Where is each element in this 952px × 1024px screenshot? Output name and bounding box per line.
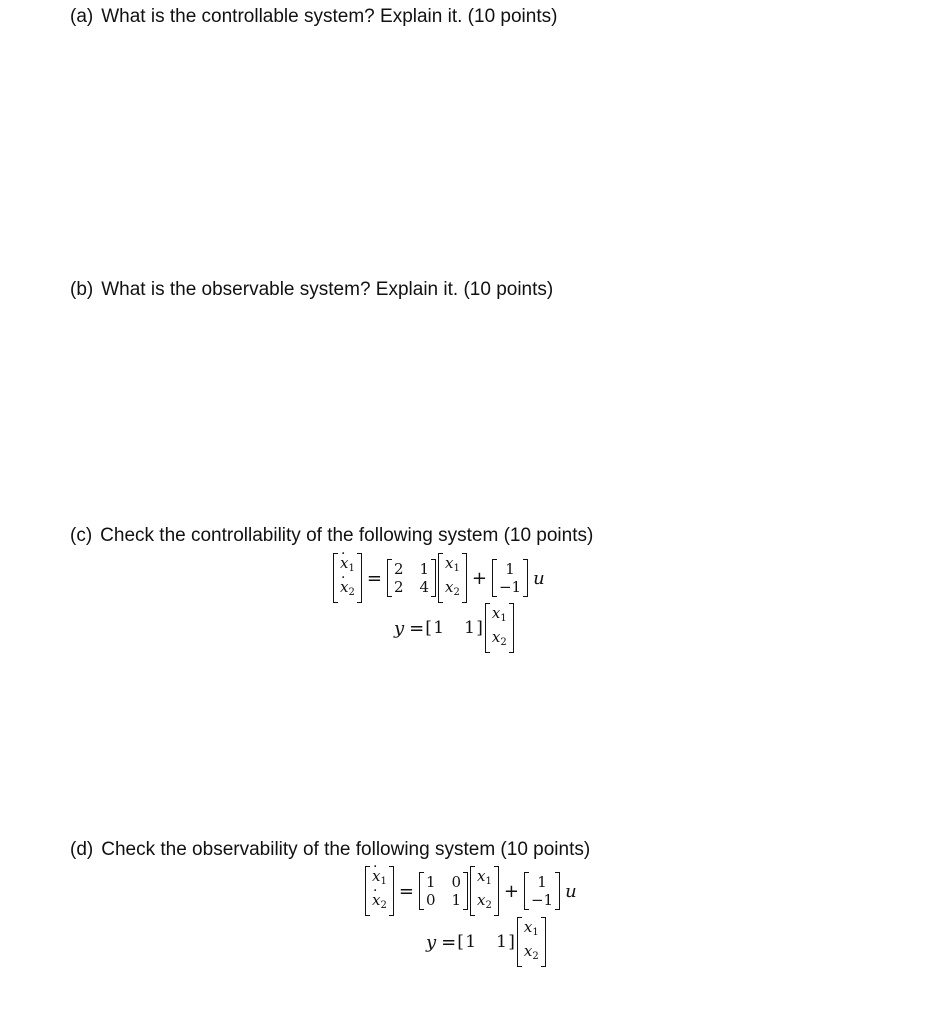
system-c-xdot-vector: $x_1$ · $x_2$ · (333, 553, 362, 603)
system-d-input: u (565, 880, 577, 902)
question-a-label: (a) (70, 6, 94, 27)
question-d-label: (d) (70, 839, 94, 860)
question-b-text: What is the observable system? Explain it. (10 points) (101, 279, 554, 300)
system-d-output: y (426, 931, 437, 953)
system-d-a-matrix: 1 0 0 1 (419, 872, 468, 910)
question-d-text: Check the observability of the following system (10 points) (101, 839, 591, 860)
system-d-b-vector: 1 −1 (524, 872, 560, 910)
system-d-c-matrix: [ 1 1 ] (461, 932, 511, 952)
system-c-state-equation: $x_1$ · $x_2$ · = 2 1 2 4 $x_1$ $x_2$ + 1 −1 u (333, 553, 545, 603)
question-a-text: What is the controllable system? Explain it. (10 points) (101, 6, 558, 27)
question-c-label: (c) (70, 525, 93, 546)
system-c-output: y (394, 617, 405, 639)
system-d-state-equation: $x_1$ · $x_2$ · = 1 0 0 1 $x_1$ $x_2$ + 1 −1 u (365, 866, 577, 916)
system-d-x-vector-output: $x_1$ $x_2$ (517, 917, 546, 967)
system-c-b-vector: 1 −1 (492, 559, 528, 597)
question-a (70, 6, 557, 28)
system-d-x-vector: $x_1$ $x_2$ (470, 866, 499, 916)
question-b-label: (b) (70, 279, 94, 300)
system-c-a-matrix: 2 1 2 4 (387, 559, 436, 597)
system-d-output-equation: y = [ 1 1 ] $x_1$ $x_2$ (426, 917, 546, 967)
system-c-x-vector-output: $x_1$ $x_2$ (485, 603, 514, 653)
system-c-output-equation: y = [ 1 1 ] $x_1$ $x_2$ (394, 603, 514, 653)
question-c-text: Check the controllability of the following system (10 points) (100, 525, 594, 546)
question-c (70, 525, 593, 547)
question-d (70, 839, 590, 861)
system-d-xdot-vector: $x_1$ · $x_2$ · (365, 866, 394, 916)
system-c-c-matrix: [ 1 1 ] (429, 618, 479, 638)
system-c-x-vector: $x_1$ $x_2$ (438, 553, 467, 603)
question-b (70, 279, 553, 301)
system-c-input: u (533, 567, 545, 589)
